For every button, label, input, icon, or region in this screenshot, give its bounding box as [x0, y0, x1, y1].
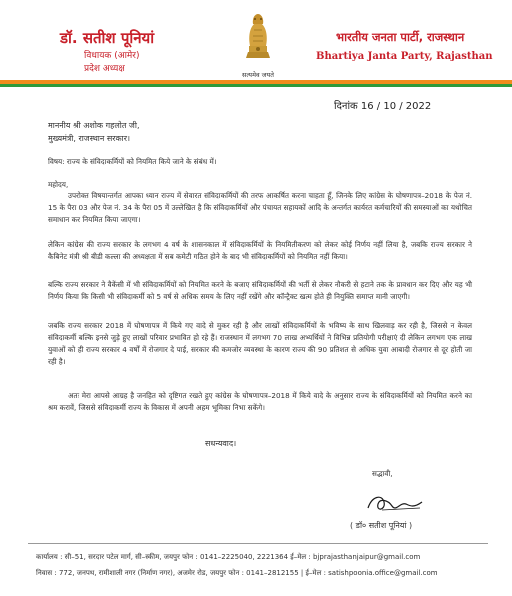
paragraph-5: अतः मेरा आपसे आग्रह है जनहित को दृष्टिगत रखते हुए कांग्रेस के घोषणापत्र–2018 में किये वादे के अनुसार राज्य के संविदाकर्मियों को नियमित करने का श्रम करावें, जिससे संविदाकर्मी राज्य के विकास में अपनी अहम भूमिका निभा सकेंगे। [48, 391, 472, 412]
addressee-line-1: माननीय श्री अशोक गहलोत जी, [48, 121, 140, 130]
footer-divider [28, 543, 488, 544]
paragraph-1: उपरोक्त विषयान्तर्गत आपका ध्यान राज्य में सेवारत संविदाकर्मियों की तरफ आकर्षित करना चाहता हूँ, जिनके लिए कांग्रेस के घोषणापत्र–2018 के पेज नं. 15 के पैरा 03 और पेज नं. 34 के पैरा 05 में उल्लेखित है कि संविदाकर्मियों और पंचायत सहायकों आदि के अन्तर्गत कार्यरत कर्मचारियों की समस्याओं का यथोचित समाधान कर नियमित किया जाएगा। [48, 191, 472, 224]
paragraph-3: बल्कि राज्य सरकार ने वैकेंसी में भी संविदाकर्मियों को नियमित करने के बजाए संविदाकर्मियों की भर्ती से लेकर नौकरी से हटाने तक के प्रावधान कर दिए और यह भी निर्णय किया कि किसी भी संविदाकर्मी को 5 वर्ष से अधिक समय के लिए नहीं रखेंगे और कॉन्ट्रैक्ट खत्म होते ही नियुक्ति समाप्त मानी जाएगी। [48, 280, 472, 301]
addressee-line-2: मुख्यमंत्री, राजस्थान सरकार। [48, 134, 131, 143]
footer-residence: निवास : 772, जनपथ, रामीशाली नगर (निर्माण नगर), अजमेर रोड, जयपुर फोन : 0141–2812155 | ई–मेल : satishpoonia.office@gmail.com [36, 569, 438, 577]
sender-role-2: प्रदेश अध्यक्ष [84, 64, 125, 74]
signoff-name: ( डॉ० सतीश पूनियां ) [350, 521, 413, 530]
footer-office: कार्यालय : सी–51, सरदार पटेल मार्ग, सी–स्कीम, जयपुर फोन : 0141–2225040, 2221364 ई–मेल : bjprajasthanjaipur@gmail.com [36, 553, 421, 561]
signature-icon [362, 490, 432, 518]
signoff-label: सद्भावी, [372, 469, 393, 478]
paragraph-4: जबकि राज्य सरकार 2018 में घोषणापत्र में किये गए वादे से मुकर रही है और लाखों संविदाकर्मियों के भविष्य के साथ खिलवाड़ कर रही है, जिससे न केवल संविदाकर्मी बल्कि इनसे जुड़े हुए लाखों परिवार प्रभावित हो रहे हैं। राजस्थान में लगभग 70 लाख अभ्यर्थियों ने विभिन्न प्रतियोगी परीक्षाएं दी लेकिन लगभग एक लाख युवाओं को ही राज्य सरकार 4 वर्षों में रोजगार दे पाई, सरकार की कमजोर व्यवस्था के कारण राज्य की 90 प्रतिशत से अधिक युवा आबादी रोजगार से दूर होती जा रही है। [48, 321, 472, 366]
salutation: महोदय, [48, 180, 69, 189]
letter-date: दिनांक 16 / 10 / 2022 [334, 101, 432, 112]
closing: सधन्यवाद। [205, 439, 237, 448]
green-band [0, 84, 512, 87]
emblem-caption: सत्यमेव जयते [242, 71, 274, 79]
letter-subject: विषय: राज्य के संविदाकर्मियों को नियमित किये जाने के संबंध में। [48, 157, 217, 166]
party-name-hindi: भारतीय जनता पार्टी, राजस्थान [336, 30, 465, 44]
sender-role: विधायक (आमेर) [84, 51, 140, 61]
paragraph-2: लेकिन कांग्रेस की राज्य सरकार के लगभग 4 वर्ष के शासनकाल में संविदाकर्मियों के नियमितीकरण को लेकर कोई निर्णय नहीं लिया है, जबकि राज्य सरकार ने कैबिनेट मंत्री श्री बीडी कल्ला की अध्यक्षता में सब कमेटी गठित होने के बाद भी संविदाकर्मियों को नियमित नहीं किया। [48, 240, 472, 261]
party-name-english: Bhartiya Janta Party, Rajasthan [316, 51, 493, 62]
national-emblem-icon [238, 10, 278, 70]
sender-name: डॉ. सतीश पूनियां [60, 29, 155, 47]
